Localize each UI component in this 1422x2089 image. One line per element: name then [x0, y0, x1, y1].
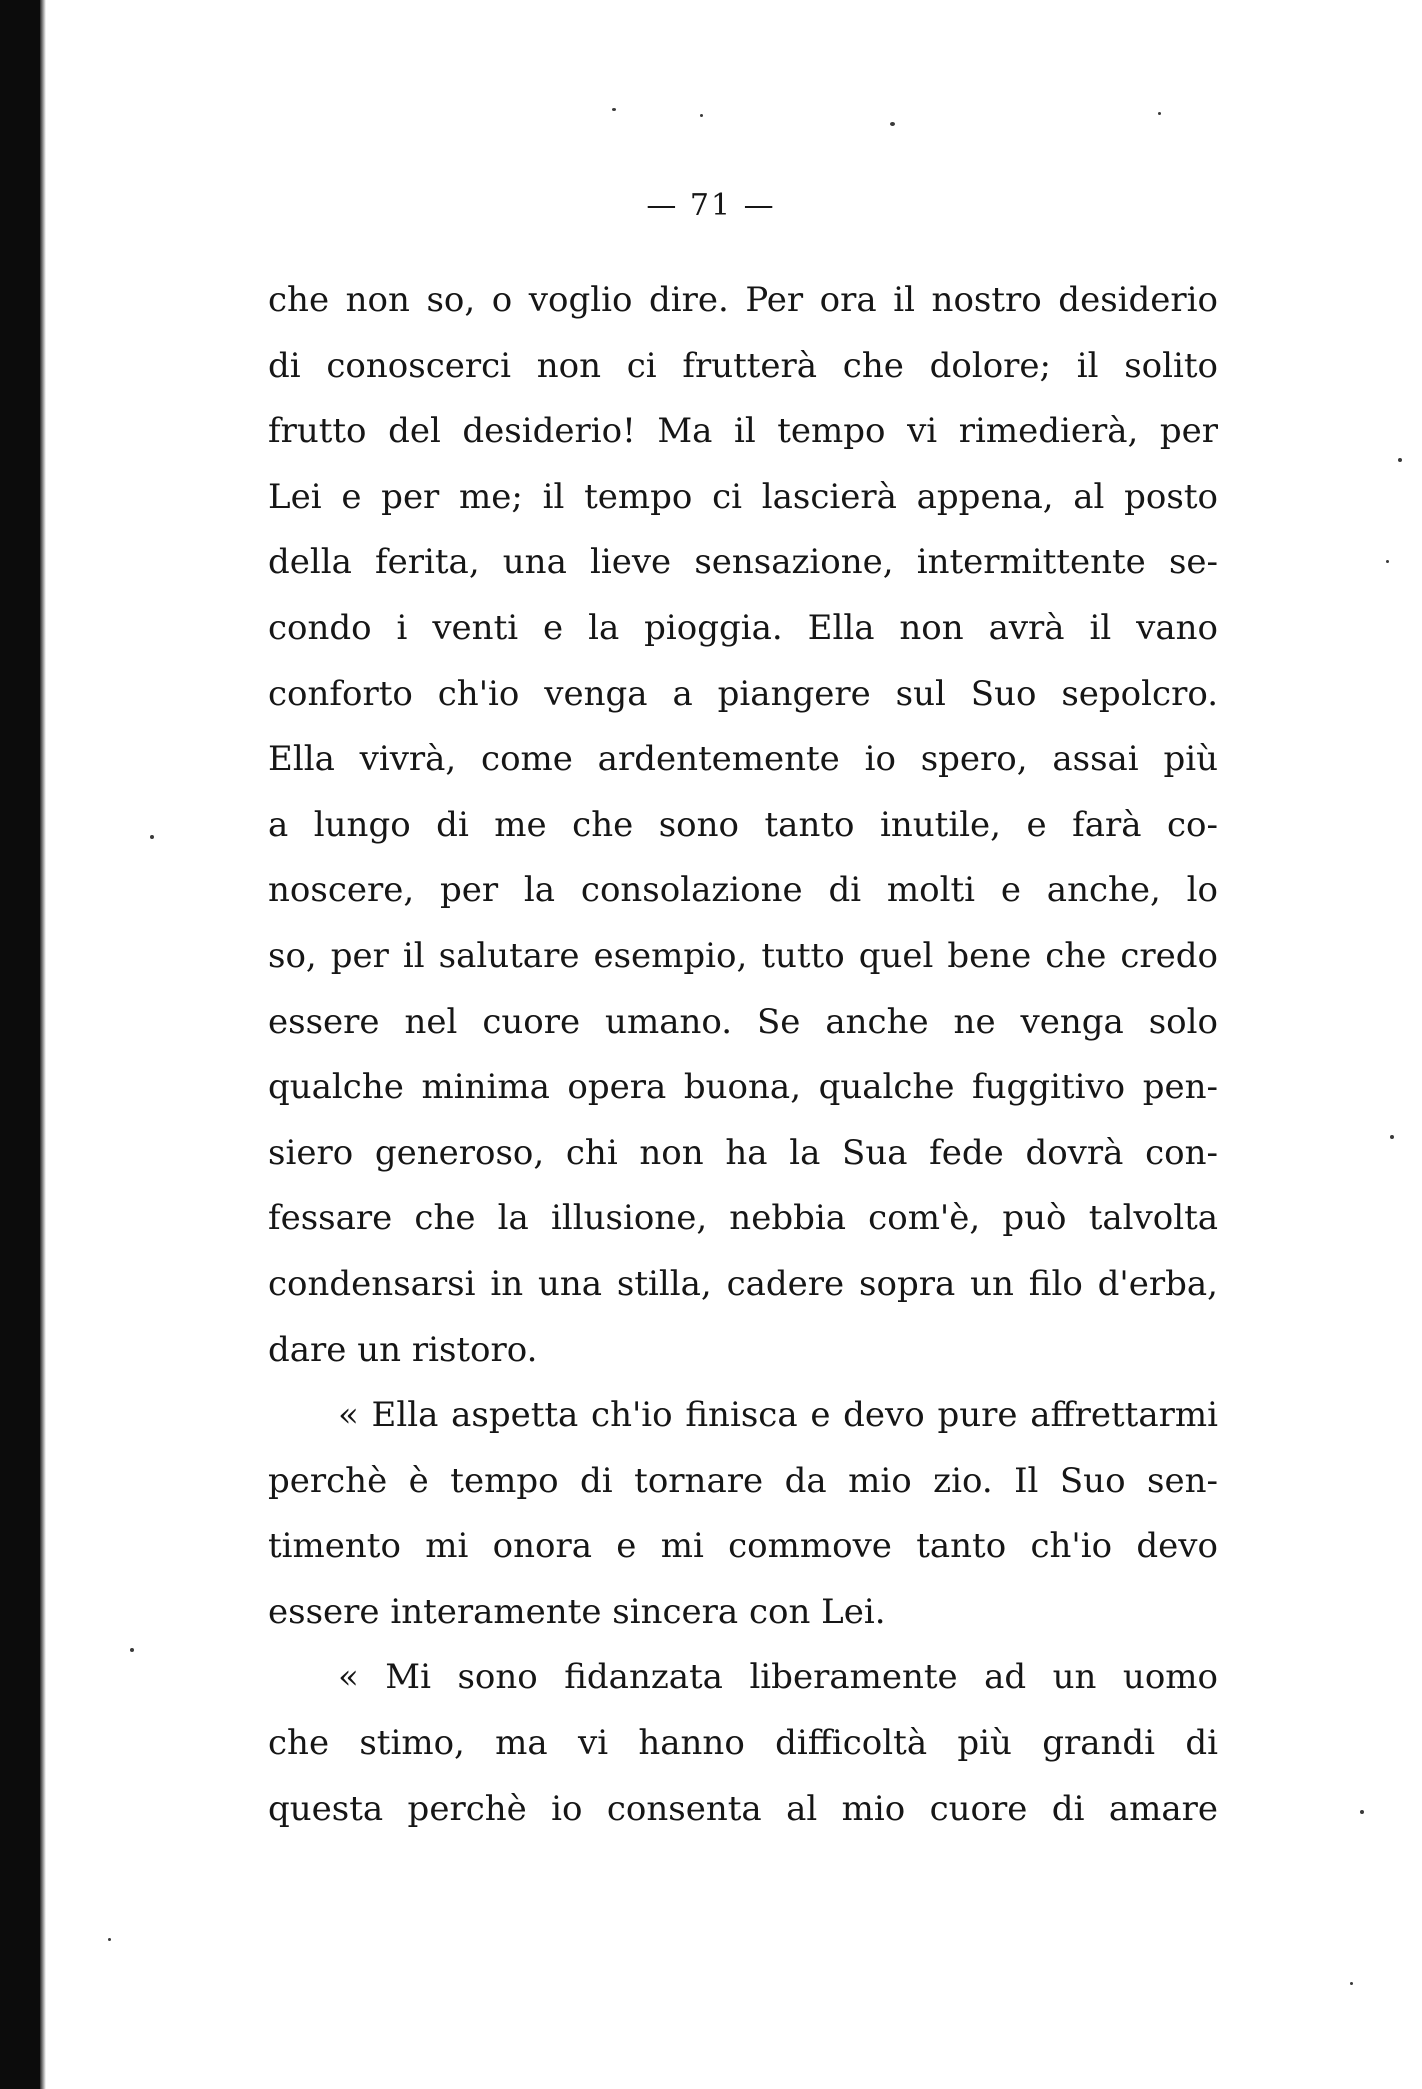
scan-speck — [1390, 1135, 1394, 1139]
text-line: noscere, per la consolazione di molti e anche, lo — [268, 870, 1218, 911]
page-number: — 71 — — [646, 188, 776, 223]
text-line: Lei e per me; il tempo ci lascierà appena, al posto — [268, 476, 1218, 517]
text-line: della ferita, una lieve sensazione, intermittente se- — [268, 542, 1218, 583]
text-line: condo i venti e la pioggia. Ella non avrà il vano — [268, 607, 1218, 648]
body-text — [268, 268, 1218, 1842]
scan-speck — [890, 122, 895, 126]
text-line: frutto del desiderio! Ma il tempo vi rimedierà, per — [268, 411, 1218, 452]
text-line: essere interamente sincera con Lei. — [268, 1591, 886, 1632]
text-line: « Ella aspetta ch'io finisca e devo pure affrettarmi — [338, 1395, 1218, 1436]
scan-speck — [1350, 1982, 1353, 1985]
text-line: condensarsi in una stilla, cadere sopra un filo d'erba, — [268, 1263, 1218, 1304]
scan-speck — [1158, 112, 1161, 115]
scan-speck — [700, 114, 703, 117]
scan-speck — [1360, 1810, 1364, 1814]
scan-border — [0, 0, 40, 2089]
text-line: dare un ristoro. — [268, 1329, 538, 1370]
text-line: « Mi sono fidanzata liberamente ad un uomo — [338, 1657, 1218, 1698]
scan-speck — [130, 1648, 134, 1652]
scan-speck — [108, 1938, 111, 1941]
text-line: essere nel cuore umano. Se anche ne venga solo — [268, 1001, 1218, 1042]
text-line: fessare che la illusione, nebbia com'è, può talvolta — [268, 1198, 1218, 1239]
scan-border-shadow — [40, 0, 46, 2089]
text-line: timento mi onora e mi commove tanto ch'io devo — [268, 1526, 1218, 1567]
text-line: che stimo, ma vi hanno difficoltà più grandi di — [268, 1723, 1218, 1764]
text-line: siero generoso, chi non ha la Sua fede dovrà con- — [268, 1132, 1218, 1173]
scan-speck — [612, 108, 616, 111]
text-line: che non so, o voglio dire. Per ora il nostro desiderio — [268, 280, 1218, 320]
scan-speck — [1398, 458, 1402, 462]
text-line: questa perchè io consenta al mio cuore di amare — [268, 1788, 1218, 1829]
scan-speck — [1386, 560, 1389, 563]
text-line: qualche minima opera buona, qualche fuggitivo pen- — [268, 1067, 1218, 1108]
text-line: di conoscerci non ci frutterà che dolore; il solito — [268, 345, 1218, 386]
text-line: perchè è tempo di tornare da mio zio. Il Suo sen- — [268, 1460, 1218, 1501]
text-line: a lungo di me che sono tanto inutile, e farà co- — [268, 804, 1218, 845]
scan-speck — [150, 835, 154, 839]
text-line: so, per il salutare esempio, tutto quel bene che credo — [268, 935, 1218, 976]
text-line: Ella vivrà, come ardentemente io spero, assai più — [268, 739, 1218, 780]
text-line: conforto ch'io venga a piangere sul Suo sepolcro. — [268, 673, 1218, 714]
